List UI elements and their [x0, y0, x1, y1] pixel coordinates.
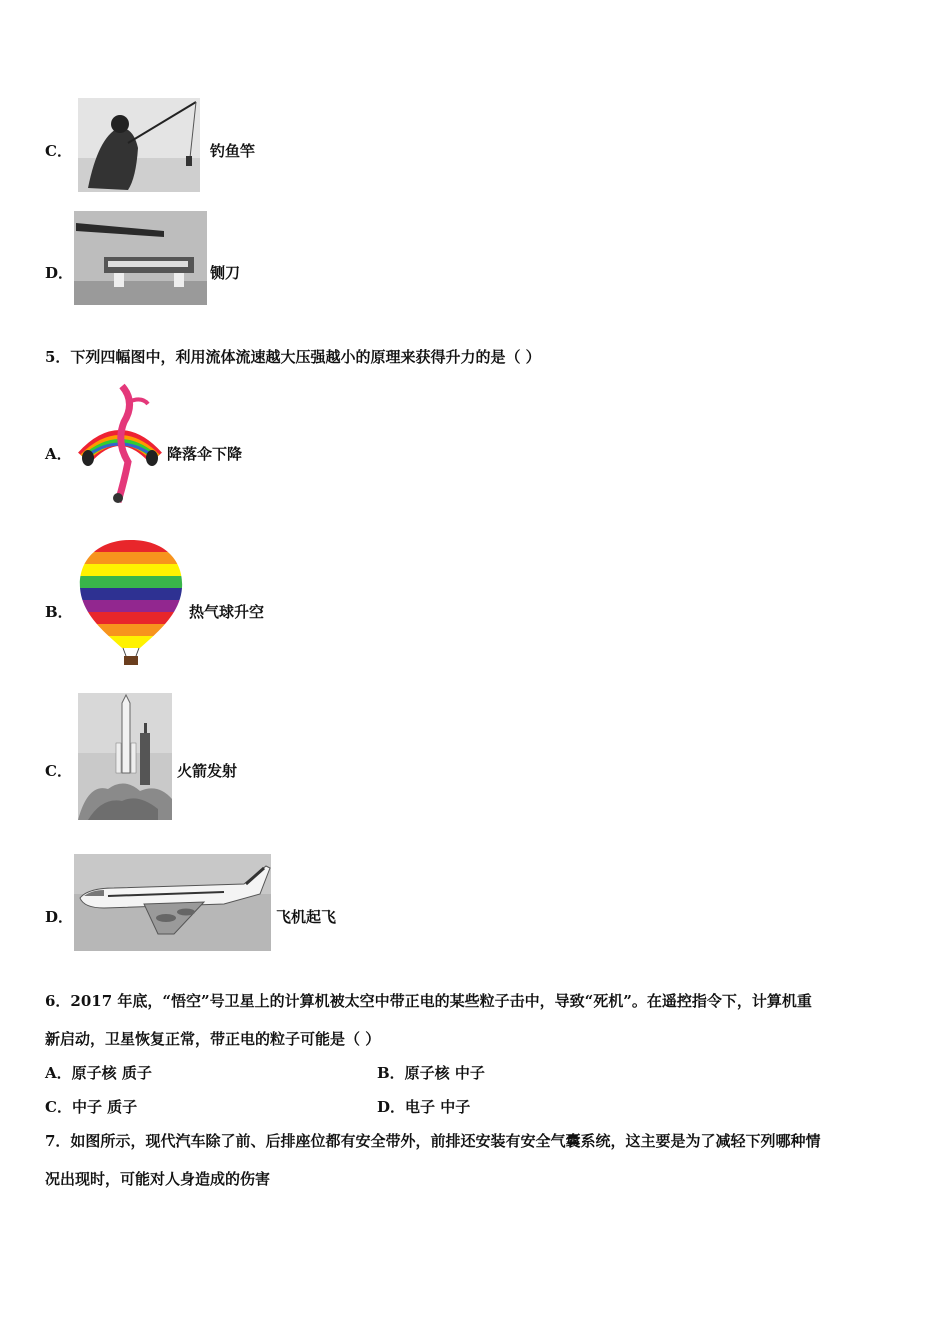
q5-option-d-caption: 飞机起飞: [276, 908, 337, 926]
q5-option-a-letter: A．: [45, 445, 72, 463]
q5-option-b-letter: B．: [45, 603, 73, 621]
q6-stem-line1: 6．2017 年底，“悟空”号卫星上的计算机被太空中带正电的某些粒子击中，导致“死机”。在遥控指令下，计算机重: [45, 992, 812, 1010]
q5-option-b-caption: 热气球升空: [189, 603, 265, 621]
q7-stem-line1: 7．如图所示，现代汽车除了前、后排座位都有安全带外，前排还安装有安全气囊系统，这主要是为了减轻下列哪种情: [45, 1132, 821, 1150]
q4-option-d-caption: 铡刀: [210, 264, 241, 282]
fishing-rod-photo-icon: [78, 98, 200, 192]
q4-option-c-letter: C．: [45, 142, 72, 160]
q6-stem-line2: 新启动，卫星恢复正常，带正电的粒子可能是（ ）: [45, 1030, 381, 1048]
airplane-photo-icon: [74, 854, 271, 951]
q4-option-c-caption: 钓鱼竿: [210, 142, 256, 160]
hot-air-balloon-photo-icon: [78, 538, 184, 666]
q5-option-a-caption: 降落伞下降: [167, 445, 243, 463]
rocket-launch-photo-icon: [78, 693, 172, 820]
q5-option-c-caption: 火箭发射: [177, 762, 238, 780]
q5-stem: 5．下列四幅图中，利用流体流速越大压强越小的原理来获得升力的是（ ）: [45, 348, 541, 366]
q6-option-d: D．电子 中子: [377, 1098, 471, 1116]
q6-option-b: B．原子核 中子: [377, 1064, 485, 1082]
parachute-photo-icon: [78, 382, 162, 512]
q6-option-c: C．中子 质子: [45, 1098, 138, 1116]
q4-option-d-letter: D．: [45, 264, 74, 282]
q5-option-c-letter: C．: [45, 762, 72, 780]
guillotine-cutter-photo-icon: [74, 211, 207, 305]
q5-option-d-letter: D．: [45, 908, 74, 926]
q6-option-a: A．原子核 质子: [45, 1064, 152, 1082]
q7-stem-line2: 况出现时，可能对人身造成的伤害: [45, 1170, 271, 1188]
